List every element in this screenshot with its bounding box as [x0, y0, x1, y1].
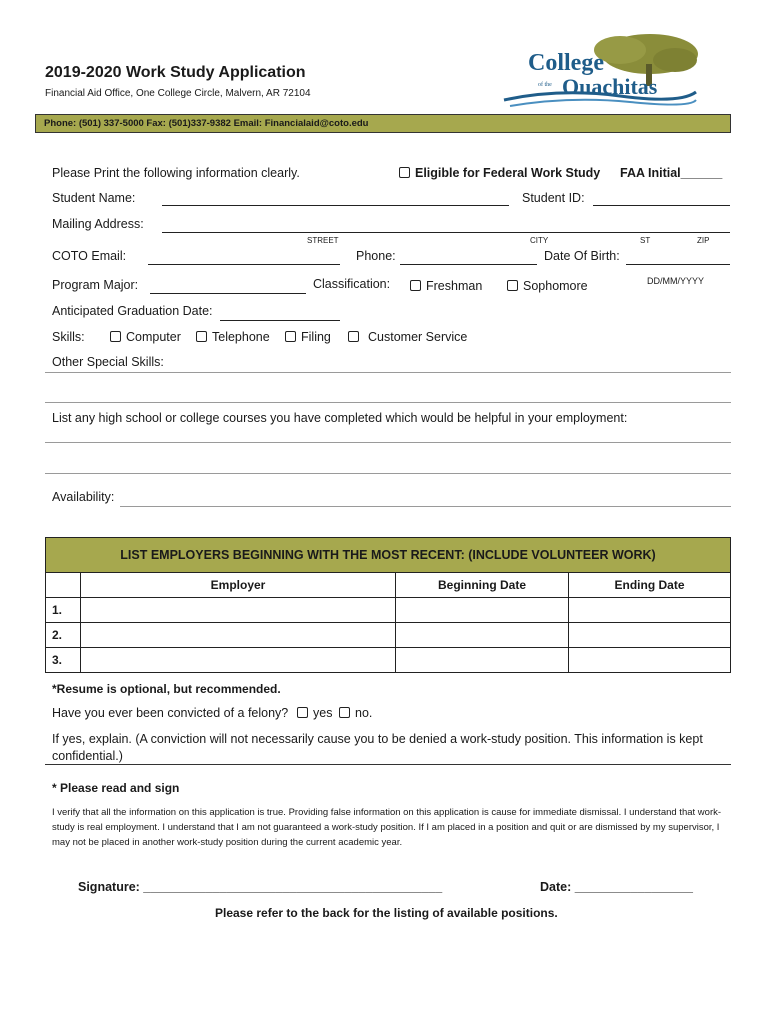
ending-date-column-header: Ending Date — [569, 573, 731, 598]
college-logo — [500, 30, 700, 112]
ending-date-cell[interactable] — [569, 648, 731, 673]
faa-initial-field[interactable]: FAA Initial______ — [620, 166, 723, 180]
phone-field[interactable] — [400, 264, 537, 265]
grad-date-field[interactable] — [220, 320, 340, 321]
ending-date-cell[interactable] — [569, 623, 731, 648]
classification-label: Classification: — [313, 277, 391, 291]
mailing-address-field[interactable] — [162, 232, 730, 233]
page-title: 2019-2020 Work Study Application — [45, 64, 306, 81]
eligible-label: Eligible for Federal Work Study — [415, 166, 601, 180]
street-caption: STREET — [307, 236, 339, 245]
student-id-field[interactable] — [593, 205, 730, 206]
other-skills-line-2[interactable] — [45, 402, 731, 403]
employers-table — [45, 537, 731, 673]
courses-label: List any high school or college courses you have completed which would be helpful in your employment: — [52, 411, 628, 425]
resume-note: *Resume is optional, but recommended. — [52, 682, 281, 696]
employer-cell[interactable] — [81, 623, 396, 648]
instruction-text: Please Print the following information clearly. — [52, 166, 300, 180]
beginning-date-cell[interactable] — [396, 623, 569, 648]
checkbox-icon — [285, 331, 296, 342]
program-major-label: Program Major: — [52, 278, 139, 292]
back-note: Please refer to the back for the listing of available positions. — [215, 906, 558, 920]
courses-line-2[interactable] — [45, 473, 731, 474]
employer-cell[interactable] — [81, 598, 396, 623]
checkbox-icon — [348, 331, 359, 342]
other-skills-label: Other Special Skills: — [52, 355, 164, 369]
program-major-field[interactable] — [150, 293, 306, 294]
employer-column-header: Employer — [81, 573, 396, 598]
city-caption: CITY — [530, 236, 549, 245]
table-row — [46, 648, 731, 673]
dob-label: Date Of Birth: — [544, 249, 620, 263]
student-name-field[interactable] — [162, 205, 509, 206]
checkbox-icon — [196, 331, 207, 342]
courses-line-1[interactable] — [45, 442, 731, 443]
beginning-date-cell[interactable] — [396, 648, 569, 673]
checkbox-icon — [110, 331, 121, 342]
student-id-label: Student ID: — [522, 191, 585, 205]
other-skills-line-1[interactable] — [45, 372, 731, 373]
yes-label: yes — [313, 706, 333, 720]
skill-label: Customer Service — [368, 330, 468, 344]
contact-bar: Phone: (501) 337-5000 Fax: (501)337-9382 Email: Financialaid@coto.edu — [35, 114, 731, 133]
row-number: 2. — [46, 623, 81, 648]
checkbox-icon — [297, 707, 308, 718]
office-address: Financial Aid Office, One College Circle, Malvern, AR 72104 — [45, 88, 311, 99]
dob-format-caption: DD/MM/YYYY — [647, 276, 705, 286]
skill-label: Computer — [126, 330, 181, 344]
checkbox-icon — [507, 280, 518, 291]
checkbox-icon — [339, 707, 350, 718]
skill-computer-checkbox[interactable] — [110, 330, 181, 344]
date-field[interactable]: Date: _________________ — [540, 880, 693, 894]
grad-date-label: Anticipated Graduation Date: — [52, 304, 213, 318]
checkbox-icon — [399, 167, 410, 178]
skill-telephone-checkbox[interactable] — [196, 330, 270, 344]
felony-no-checkbox[interactable] — [339, 706, 372, 720]
row-number: 1. — [46, 598, 81, 623]
beginning-date-cell[interactable] — [396, 598, 569, 623]
no-label: no. — [355, 706, 373, 720]
coto-email-label: COTO Email: — [52, 249, 127, 263]
availability-label: Availability: — [52, 490, 115, 504]
dob-field[interactable] — [626, 264, 730, 265]
skill-filing-checkbox[interactable] — [285, 330, 331, 344]
checkbox-icon — [410, 280, 421, 291]
availability-field[interactable] — [120, 506, 731, 507]
ending-date-cell[interactable] — [569, 598, 731, 623]
felony-explain: If yes, explain. (A conviction will not necessarily cause you to be denied a work-study position. This information is kept confidential.) — [52, 732, 703, 763]
logo-of-the: of the — [538, 82, 552, 88]
skill-customer-service-checkbox[interactable] — [348, 330, 467, 344]
skills-label: Skills: — [52, 330, 85, 344]
table-row — [46, 623, 731, 648]
skill-label: Filing — [301, 330, 331, 344]
felony-explain-line[interactable] — [45, 764, 731, 765]
coto-email-field[interactable] — [148, 264, 340, 265]
table-row — [46, 598, 731, 623]
verification-statement: I verify that all the information on this application is true. Providing false information on this application is cause for immediate dismissal. I understand that work-study is real employment. I understand that I am not guaranteed a work-study position. If I am placed in a position and quit or are dismissed by my supervisor, I may not be placed in another work-study position during the current academic year. — [52, 807, 722, 848]
felony-question: Have you ever been convicted of a felony? — [52, 706, 289, 720]
skill-label: Telephone — [212, 330, 270, 344]
zip-caption: ZIP — [697, 236, 710, 245]
sophomore-label: Sophomore — [523, 279, 588, 293]
freshman-checkbox[interactable] — [410, 279, 482, 293]
row-number-header — [46, 573, 81, 598]
employer-cell[interactable] — [81, 648, 396, 673]
signature-field[interactable]: Signature: ___________________________________________ — [78, 880, 443, 894]
freshman-label: Freshman — [426, 279, 483, 293]
state-caption: ST — [640, 236, 651, 245]
phone-label: Phone: — [356, 249, 396, 263]
logo-college: College — [528, 50, 604, 76]
sophomore-checkbox[interactable] — [507, 279, 588, 293]
employers-heading: LIST EMPLOYERS BEGINNING WITH THE MOST RECENT: (INCLUDE VOLUNTEER WORK) — [46, 538, 731, 573]
mailing-address-label: Mailing Address: — [52, 217, 144, 231]
read-sign-heading: * Please read and sign — [52, 781, 180, 795]
eligible-checkbox[interactable] — [399, 166, 600, 180]
student-name-label: Student Name: — [52, 191, 136, 205]
logo-ouachitas: Ouachitas — [562, 74, 658, 99]
row-number: 3. — [46, 648, 81, 673]
beginning-date-column-header: Beginning Date — [396, 573, 569, 598]
felony-yes-checkbox[interactable] — [297, 706, 332, 720]
